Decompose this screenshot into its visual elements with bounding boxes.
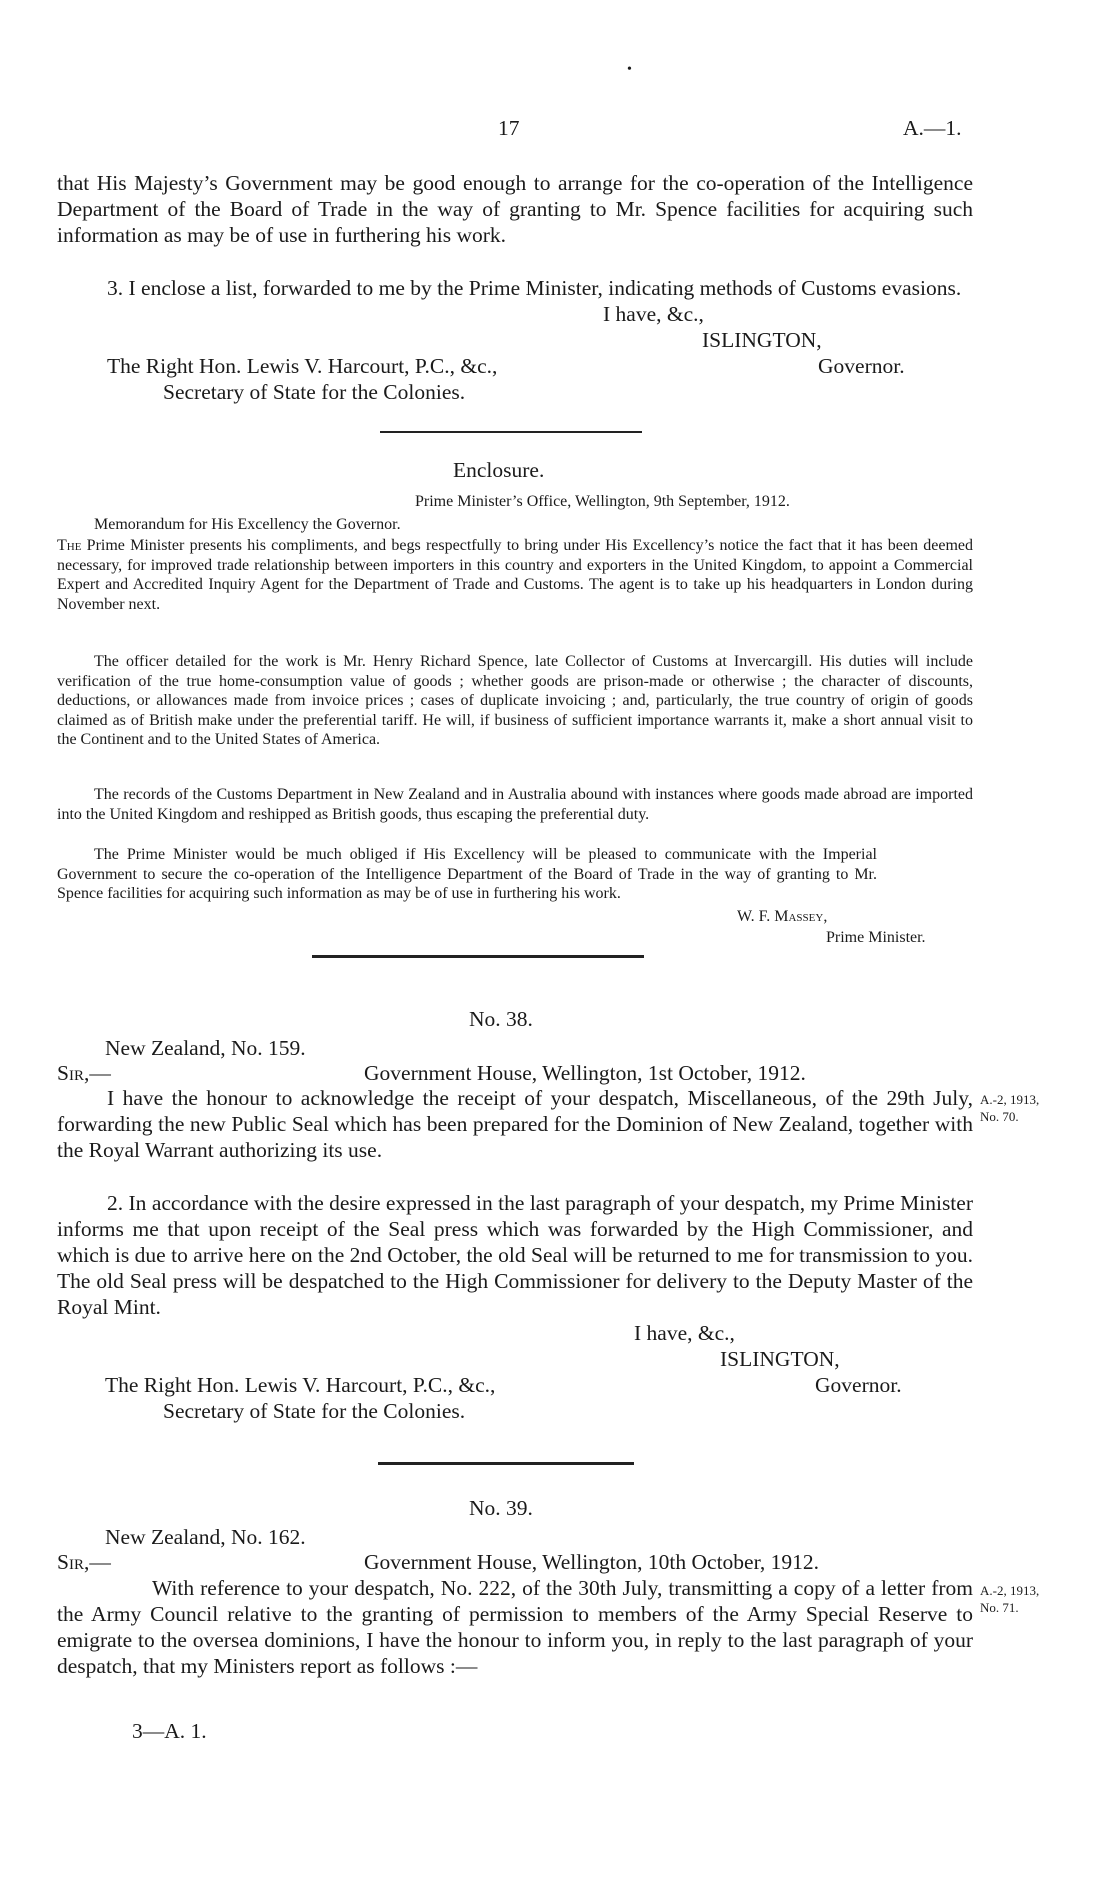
addressee-line-2: Secretary of State for the Colonies. xyxy=(163,380,466,404)
addressee-line-2: Secretary of State for the Colonies. xyxy=(163,1399,466,1423)
sign-off: I have, &c., xyxy=(603,302,704,326)
enclosure-paragraph-4: The Prime Minister would be much obliged if His Excellency will be pleased to communicate with the Imperial Government to secure the co-operation of the Intelligence Department of the Board of Trade in the way of granting to Mr. Spence facilities for acquiring such information as may be of use in furthering his work. xyxy=(57,846,877,902)
addressee-line-1: The Right Hon. Lewis V. Harcourt, P.C., &c., xyxy=(105,1373,496,1397)
salutation: Sir,— xyxy=(57,1550,111,1574)
addressee-line-1: The Right Hon. Lewis V. Harcourt, P.C., &c., xyxy=(107,354,498,378)
sign-off: I have, &c., xyxy=(634,1321,735,1345)
enclosure-paragraph-3: The records of the Customs Department in New Zealand and in Australia abound with instances where goods made abroad are imported into the United Kingdom and reshipped as British goods, thus escaping the preferential duty. xyxy=(57,786,973,823)
continuation-paragraph: that His Majesty’s Government may be good enough to arrange for the co-operation of the Intelligence Department of the Board of Trade in the way of granting to Mr. Spence facilities for acquiring such information as may be of use in furthering his work. xyxy=(57,171,973,247)
enclosure-paragraph-1: The Prime Minister presents his compliments, and begs respectfully to bring under His Excellency’s notice the fact that it has been deemed necessary, for improved trade relationship between importers in this country and exporters in the United Kingdom, to appoint a Commercial Expert and Accredited Inquiry Agent for the Department of Trade and Customs. The agent is to take up his headquarters in London during November next. xyxy=(57,537,973,613)
enclosure-signatory-title: Prime Minister. xyxy=(826,929,926,946)
letter-origin: Government House, Wellington, 10th October, 1912. xyxy=(364,1550,820,1574)
section-divider xyxy=(380,431,642,433)
margin-reference-line-2: No. 70. xyxy=(980,1109,1019,1124)
section-divider xyxy=(378,1462,634,1465)
enclosure-paragraph-2: The officer detailed for the work is Mr. Henry Richard Spence, late Collector of Customs at Invercargill. His duties will include verification of the true home-consumption value of goods ; whether goods are prison-made or otherwise ; the character of discounts, deductions, or allowances made from invoice prices ; cases of duplicate invoicing ; and, particularly, the true country of origin of goods claimed as of British make under the preferential tariff. He will, if business of sufficient importance warrants it, make a short annual visit to the Continent and to the United States of America. xyxy=(57,653,973,748)
printer-signature-mark: 3—A. 1. xyxy=(132,1719,207,1743)
letter-paragraph-1: With reference to your despatch, No. 222, of the 30th July, transmitting a copy of a letter from the Army Council relative to the granting of permission to members of the Army Special Reserve to emigrate to the oversea dominions, I have the honour to inform you, in reply to the last paragraph of your despatch, that my Ministers report as follows :— xyxy=(57,1576,973,1678)
lead-word: The xyxy=(57,537,82,554)
salutation: Sir,— xyxy=(57,1061,111,1085)
margin-reference-line-1: A.-2, 1913, xyxy=(980,1583,1040,1598)
signatory-name: ISLINGTON, xyxy=(720,1347,840,1371)
continuation-paragraph-3: 3. I enclose a list, forwarded to me by the Prime Minister, indicating methods of Customs evasions. xyxy=(107,276,962,300)
enclosure-origin: Prime Minister’s Office, Wellington, 9th September, 1912. xyxy=(415,493,790,510)
despatch-reference: New Zealand, No. 159. xyxy=(105,1036,306,1060)
signatory-name: ISLINGTON, xyxy=(702,328,822,352)
letter-paragraph-2: 2. In accordance with the desire expressed in the last paragraph of your despatch, my Prime Minister informs me that upon receipt of the Seal press which was forwarded by the High Commissioner, and which is due to arrive here on the 2nd October, the old Seal will be returned to me for transmission to you. The old Seal press will be despatched to the High Commissioner for delivery to the Deputy Master of the Royal Mint. xyxy=(57,1191,973,1319)
enclosure-heading: Enclosure. xyxy=(453,458,545,482)
letter-number: No. 38. xyxy=(469,1007,533,1031)
letter-number: No. 39. xyxy=(469,1496,533,1520)
despatch-reference: New Zealand, No. 162. xyxy=(105,1525,306,1549)
signatory-title: Governor. xyxy=(818,354,905,378)
section-divider xyxy=(312,955,644,958)
page-number: 17 xyxy=(498,116,520,140)
margin-reference-line-1: A.-2, 1913, xyxy=(980,1092,1040,1107)
document-reference: A.—1. xyxy=(903,116,962,140)
margin-reference-line-2: No. 71. xyxy=(980,1600,1019,1615)
letter-paragraph-1: I have the honour to acknowledge the receipt of your despatch, Miscellaneous, of the 29th July, forwarding the new Public Seal which has been prepared for the Dominion of New Zealand, together with the Royal Warrant authorizing its use. xyxy=(57,1086,973,1162)
enclosure-signatory: W. F. Massey, xyxy=(737,908,828,925)
memorandum-title: Memorandum for His Excellency the Governor. xyxy=(94,516,401,533)
letter-origin: Government House, Wellington, 1st October, 1912. xyxy=(364,1061,806,1085)
signatory-title: Governor. xyxy=(815,1373,902,1397)
printer-mark: • xyxy=(627,62,632,77)
